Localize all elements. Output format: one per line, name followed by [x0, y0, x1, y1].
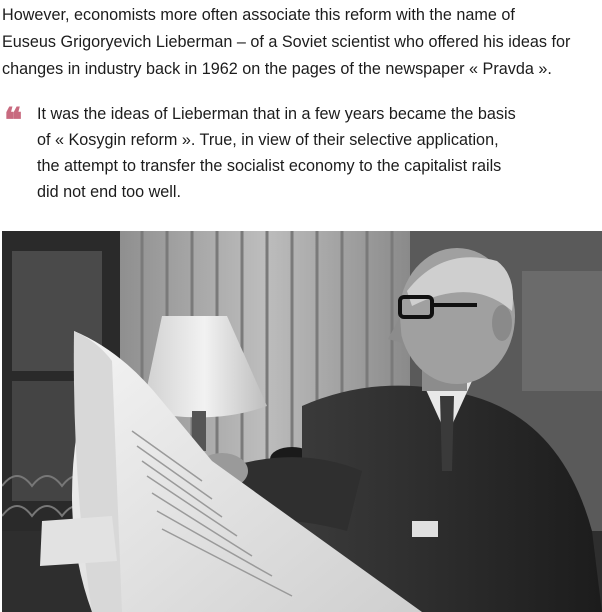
quote-line: the attempt to transfer the socialist economy to the capitalist rails: [37, 157, 502, 175]
paragraph-line: changes in industry back in 1962 on the pages of the newspaper « Pravda ».: [2, 60, 552, 78]
quote-line: did not end too well.: [37, 183, 181, 201]
quote-text: [37, 101, 516, 205]
tie: [440, 396, 454, 471]
ear: [492, 305, 512, 341]
quote-line: It was the ideas of Lieberman that in a few years became the basis: [37, 105, 516, 123]
paragraph-line: However, economists more often associate this reform with the name of: [2, 6, 515, 24]
article-photo: [2, 231, 602, 612]
article-paragraph: [2, 2, 602, 83]
lapel-badge: [412, 521, 438, 537]
paragraph-line: Euseus Grigoryevich Lieberman – of a Soviet scientist who offered his ideas for: [2, 33, 571, 51]
quote-mark-icon: ❝: [4, 101, 21, 141]
photo-illustration: [2, 231, 602, 612]
quote-line: of « Kosygin reform ». True, in view of their selective application,: [37, 131, 499, 149]
